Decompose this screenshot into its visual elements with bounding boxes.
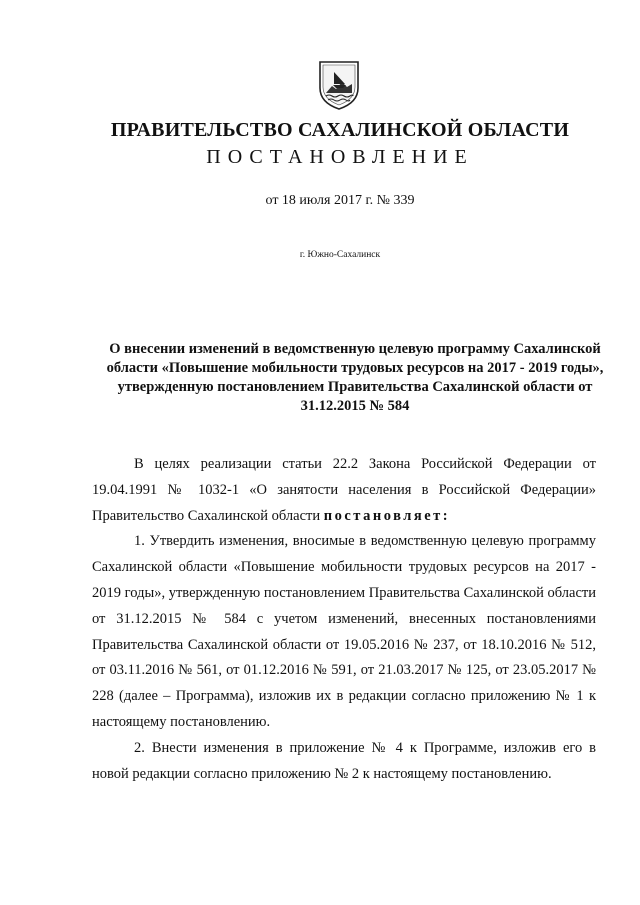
document-type: ПОСТАНОВЛЕНИЕ <box>206 146 474 168</box>
government-title: ПРАВИТЕЛЬСТВО САХАЛИНСКОЙ ОБЛАСТИ <box>110 119 570 141</box>
document-body <box>92 452 596 787</box>
preamble-paragraph <box>92 452 596 529</box>
document-city: г. Южно-Сахалинск <box>299 250 381 260</box>
sakhalin-coat-of-arms-icon <box>318 60 360 110</box>
item-2-paragraph: 2. Внести изменения в приложение № 4 к Программе, изложив его в новой редакции согласно приложению № 2 к настоящему постановлению. <box>92 739 596 782</box>
preamble-text: В целях реализации статьи 22.2 Закона Российской Федерации от 19.04.1991 № 1032-1 «О занятости населения в Российской Федерации» Правительство Сахалинской области <box>92 456 596 524</box>
document-date-number: от 18 июля 2017 г. № 339 <box>265 193 415 208</box>
resolves-word: постановляет: <box>323 507 451 524</box>
item-1-paragraph: 1. Утвердить изменения, вносимые в ведомственную целевую программу Сахалинской области «Повышение мобильности трудовых ресурсов на 2017 - 2019 годы», утвержденную постановлением Правительства Сахалинской области от 31.12.2015 № 584 с учетом изменений, внесенных постановлениями Правительства Сахалинской области от 19.05.2016 № 237, от 18.10.2016 № 512, от 03.11.2016 № 561, от 01.12.2016 № 591, от 21.03.2017 № 125, от 23.05.2017 № 228 (далее – Программа), изложив их в редакции согласно приложению № 1 к настоящему постановлению. <box>92 533 596 730</box>
document-subject: О внесении изменений в ведомственную целевую программу Сахалинской области «Повышение мобильности трудовых ресурсов на 2017 - 2019 годы», утвержденную постановлением Правительства Сахалинской области от 31.12.2015 № 584 <box>106 341 604 414</box>
